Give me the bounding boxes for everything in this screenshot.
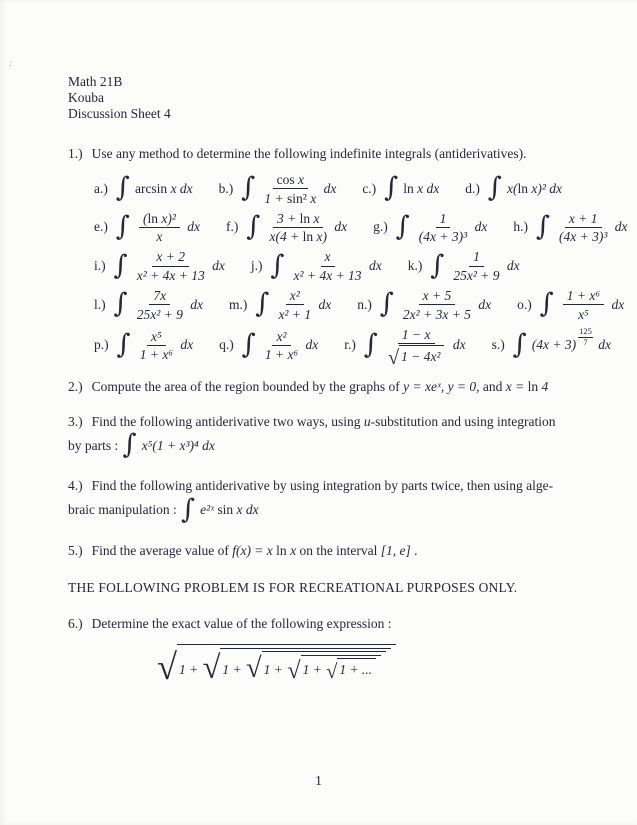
math-italic-text: 25x² + 9 xyxy=(453,268,500,283)
math-italic-text: x dx xyxy=(236,502,259,518)
integral-icon: ∫ xyxy=(255,288,270,320)
item-label: s.) xyxy=(491,337,505,353)
page-number: 1 xyxy=(315,772,322,788)
integral-icon: ∫ xyxy=(539,288,554,320)
math-italic-text: x + 2 xyxy=(156,249,186,265)
math-italic-text: dx xyxy=(208,258,225,274)
fraction xyxy=(403,288,471,322)
item-label: m.) xyxy=(228,296,248,312)
item-label: h.) xyxy=(513,219,528,235)
integral-item-q xyxy=(219,329,318,363)
math-italic-text: x(4 + xyxy=(269,229,303,245)
math-italic-text: dx xyxy=(320,180,337,196)
math-upright-text: by parts : xyxy=(68,437,122,453)
problem-1-intro xyxy=(68,146,581,162)
problem-4-label: 4.) xyxy=(68,478,83,494)
problem-6-label: 6.) xyxy=(68,615,83,631)
integral-icon: ∫ xyxy=(270,249,285,281)
math-italic-text: 25x² + 9 xyxy=(136,306,183,322)
item-label: o.) xyxy=(517,296,532,312)
problem-3-line-1 xyxy=(68,414,581,430)
math-italic-text: 1 xyxy=(439,210,447,226)
math-italic-text: 1 − x xyxy=(401,326,431,342)
math-italic-text: dx xyxy=(471,219,488,235)
math-upright-text: Find the following antiderivative by using integration by parts twice, then using alge- xyxy=(91,478,554,494)
integral-icon: ∫ xyxy=(430,249,445,281)
math-italic-text: 1 + x⁶ xyxy=(566,288,601,304)
item-label: b.) xyxy=(218,180,234,196)
item-label: e.) xyxy=(94,219,108,235)
item-expression xyxy=(363,326,466,370)
math-upright-text: sin xyxy=(217,502,237,518)
fraction-denominator xyxy=(269,228,327,245)
sheet-title: Discussion Sheet 4 xyxy=(68,105,171,121)
math-italic-text: x² + 4x + 13 xyxy=(136,268,205,283)
math-italic-text: x xyxy=(324,249,331,265)
math-italic-text: x xyxy=(297,171,304,187)
integral-item-l xyxy=(94,288,203,322)
integral-item-p xyxy=(94,329,193,363)
fraction-denominator xyxy=(265,346,298,363)
math-italic-text: dx xyxy=(474,296,492,312)
item-label: k.) xyxy=(407,258,423,274)
integral-item-c xyxy=(362,172,440,204)
math-italic-text: x = xyxy=(505,379,528,395)
fraction xyxy=(278,288,311,322)
math-italic-text: x xyxy=(290,542,297,558)
integral-icon: ∫ xyxy=(384,172,399,204)
fraction-numerator xyxy=(321,249,335,266)
square-root xyxy=(387,345,445,370)
fraction xyxy=(269,211,327,245)
item-expression xyxy=(512,326,612,360)
math-italic-text: x² + 4x + 13 xyxy=(293,268,362,283)
math-upright-text: ln xyxy=(517,180,532,196)
integral-icon: ∫ xyxy=(113,249,128,281)
fraction-numerator xyxy=(286,288,304,305)
radicand xyxy=(262,651,386,685)
radicand xyxy=(220,648,391,685)
item-expression xyxy=(115,172,193,204)
math-italic-text: 1 + x⁶ xyxy=(139,347,173,363)
integral-icon: ∫ xyxy=(246,211,261,243)
problem-5-text xyxy=(92,543,418,559)
fraction-denominator xyxy=(278,305,311,322)
problem-5 xyxy=(68,543,581,559)
integral-item-d xyxy=(465,172,563,204)
item-label: l.) xyxy=(94,296,106,312)
math-italic-text: dx xyxy=(594,337,612,353)
math-italic-text: (4x + 3)³ xyxy=(559,229,608,245)
integral-icon: ∫ xyxy=(115,172,130,204)
fraction-numerator xyxy=(147,329,166,346)
integral-row xyxy=(94,326,612,370)
math-italic-text: x dx xyxy=(417,180,440,196)
math-italic-text: x² xyxy=(276,328,287,344)
integral-row xyxy=(94,172,581,206)
item-label: p.) xyxy=(94,337,109,353)
fraction-numerator xyxy=(563,288,604,305)
fraction-denominator xyxy=(403,305,471,322)
integral-item-s xyxy=(491,326,612,360)
fraction-denominator xyxy=(137,267,205,284)
item-label: d.) xyxy=(465,180,480,196)
math-italic-text: dx xyxy=(449,337,466,353)
radical-icon: √ xyxy=(326,661,338,684)
integral-icon: ∫ xyxy=(181,493,196,525)
square-root xyxy=(287,655,381,685)
math-upright-text: -substitution and using integration xyxy=(370,414,556,430)
problem-3-label: 3.) xyxy=(68,414,83,430)
math-upright-text: sin² xyxy=(287,190,311,206)
fraction xyxy=(387,326,446,370)
fraction-numerator xyxy=(469,249,484,266)
math-upright-text: and xyxy=(479,379,506,395)
math-italic-text: 7x xyxy=(153,288,167,304)
exponent-numerator: 125 xyxy=(579,326,592,337)
math-italic-text: [1, e] xyxy=(380,542,411,558)
problem-2-text xyxy=(92,379,549,395)
integral-item-g xyxy=(373,211,487,245)
math-upright-text: Find the average value of xyxy=(91,542,233,558)
integral-item-n xyxy=(357,288,491,322)
item-expression xyxy=(254,288,331,322)
math-italic-text: dx xyxy=(365,258,382,274)
fraction xyxy=(563,288,604,322)
radical-icon: √ xyxy=(157,646,177,687)
fraction-denominator xyxy=(419,228,467,245)
math-upright-text: ln xyxy=(299,210,314,226)
math-upright-text: Determine the exact value of the following expression : xyxy=(91,615,392,631)
fraction-denominator xyxy=(137,305,183,322)
integral-item-e xyxy=(94,211,200,245)
square-root xyxy=(246,651,386,685)
integral-icon: ∫ xyxy=(395,211,410,243)
square-root xyxy=(157,644,396,687)
math-italic-text: x)² dx xyxy=(531,180,563,196)
item-expression xyxy=(539,288,625,322)
integral-item-k xyxy=(408,249,520,283)
math-italic-text: x xyxy=(156,229,163,245)
instructor-name: Kouba xyxy=(68,89,104,105)
fraction xyxy=(140,329,173,363)
integral-item-j xyxy=(251,249,382,283)
fraction xyxy=(265,329,298,363)
radicand xyxy=(399,345,444,364)
radicand xyxy=(301,655,382,684)
fraction-denominator xyxy=(578,305,589,322)
math-italic-text: 1 + ... xyxy=(339,661,373,677)
math-upright-text: braic manipulation : xyxy=(68,502,181,518)
problem-3-text-2 xyxy=(68,429,215,461)
fraction xyxy=(137,249,205,283)
item-expression xyxy=(245,211,347,245)
page-footer xyxy=(0,773,637,789)
square-root xyxy=(326,658,376,684)
math-italic-text: 4 xyxy=(541,379,549,395)
integral-row xyxy=(94,249,581,283)
problem-4-line-2 xyxy=(68,493,581,525)
integral-row xyxy=(94,210,628,245)
problem-6 xyxy=(68,615,581,687)
math-italic-text: 1 + x⁶ xyxy=(264,347,299,363)
item-expression xyxy=(487,172,563,204)
fraction xyxy=(559,211,607,245)
fraction xyxy=(137,288,183,322)
item-label: j.) xyxy=(250,258,263,274)
problem-6-line xyxy=(68,616,581,632)
math-upright-text: on the interval xyxy=(296,542,381,558)
radical-icon: √ xyxy=(246,653,262,685)
integral-icon: ∫ xyxy=(241,328,256,360)
fraction-numerator xyxy=(152,249,189,266)
fraction xyxy=(419,211,467,245)
math-italic-text: x dx xyxy=(170,180,193,196)
problem-2-line xyxy=(68,379,581,395)
math-italic-text: x⁵ xyxy=(151,328,162,344)
math-upright-text: ln xyxy=(527,379,542,395)
fraction-numerator xyxy=(419,288,456,305)
item-label: q.) xyxy=(219,337,234,353)
integral-icon: ∫ xyxy=(116,328,131,360)
integral-item-h xyxy=(513,211,627,245)
radical-icon: √ xyxy=(387,347,400,370)
problem-1 xyxy=(68,145,628,370)
exponent-denominator: 7 xyxy=(583,336,588,347)
math-upright-text: Find the following antiderivative two ways, using xyxy=(91,414,364,430)
math-italic-text: x xyxy=(313,210,320,226)
radical-icon: √ xyxy=(202,649,221,686)
item-expression xyxy=(113,288,203,322)
problem-5-label: 5.) xyxy=(68,542,83,558)
math-italic-text: x( xyxy=(506,180,518,196)
problem-3-line-2 xyxy=(68,429,581,461)
problem-6-text xyxy=(92,616,392,632)
fraction-numerator xyxy=(273,172,308,189)
item-expression xyxy=(269,249,381,283)
fraction xyxy=(453,249,499,283)
radicand xyxy=(177,644,396,686)
item-expression xyxy=(379,288,491,322)
fraction-denominator xyxy=(156,228,162,245)
integral-item-a xyxy=(94,172,193,204)
item-label: i.) xyxy=(94,258,106,274)
item-label: r.) xyxy=(344,337,356,353)
math-italic-text: dx xyxy=(177,337,194,353)
fraction xyxy=(294,249,362,283)
fraction-numerator xyxy=(398,327,435,344)
math-italic-text: x⁵ xyxy=(578,306,589,322)
item-expression xyxy=(535,211,628,245)
math-italic-text: 1 xyxy=(473,249,480,265)
item-label: f.) xyxy=(226,219,239,235)
integral-row xyxy=(94,288,625,322)
fraction xyxy=(139,211,180,245)
math-italic-text: dx xyxy=(183,219,201,235)
problem-1-text: Use any method to determine the following indefinite integrals (antiderivatives). xyxy=(91,145,527,161)
item-label: a.) xyxy=(94,180,108,196)
integral-icon: ∫ xyxy=(241,172,256,204)
integral-item-m xyxy=(229,288,331,322)
math-italic-text: x⁵(1 + x³)⁴ dx xyxy=(141,437,215,453)
math-upright-text: . xyxy=(410,542,418,558)
math-italic-text: dx xyxy=(315,296,332,312)
math-upright-text: Compute the area of the region bounded by the graphs of xyxy=(91,379,404,395)
item-expression xyxy=(383,172,440,204)
fraction xyxy=(264,172,316,206)
math-upright-text: ln xyxy=(147,210,162,226)
math-italic-text: f(x) = x xyxy=(232,542,277,558)
problem-4 xyxy=(68,478,581,523)
fraction-denominator xyxy=(387,344,446,370)
math-italic-text: x + 1 xyxy=(568,210,598,226)
item-expression xyxy=(116,329,194,363)
math-italic-text: u xyxy=(363,414,371,430)
math-italic-text: 1 − 4x² xyxy=(401,348,441,364)
math-italic-text: x)² xyxy=(161,210,176,226)
item-expression xyxy=(395,211,488,245)
math-italic-text: dx xyxy=(503,258,520,274)
item-expression xyxy=(240,172,336,206)
math-italic-text: (4x + 3) xyxy=(531,337,577,353)
radical-icon: √ xyxy=(287,657,301,685)
integral-icon: ∫ xyxy=(115,211,130,243)
integral-item-f xyxy=(226,211,347,245)
integral-item-b xyxy=(219,172,337,206)
math-italic-text: e²ˣ xyxy=(200,502,218,518)
problem-2-label: 2.) xyxy=(68,379,83,395)
integral-icon: ∫ xyxy=(535,211,551,243)
math-italic-text: x² xyxy=(289,288,300,304)
math-upright-text: ln xyxy=(276,542,291,558)
integral-grid xyxy=(68,171,628,370)
integral-icon: ∫ xyxy=(487,172,502,204)
header xyxy=(68,74,581,122)
fraction-denominator xyxy=(140,346,173,363)
math-italic-text: ( xyxy=(142,210,148,226)
recreational-heading: THE FOLLOWING PROBLEM IS FOR RECREATIONAL PURPOSES ONLY. xyxy=(68,579,518,595)
integral-item-o xyxy=(517,288,624,322)
math-italic-text: 2x² + 3x + 5 xyxy=(402,306,471,322)
problem-2 xyxy=(68,379,581,395)
problem-3-text-1 xyxy=(92,414,556,430)
radicand xyxy=(337,658,376,678)
scan-artifact: : xyxy=(7,57,13,70)
integral-icon: ∫ xyxy=(512,328,527,360)
integral-icon: ∫ xyxy=(379,288,394,320)
math-upright-text: ln xyxy=(403,180,418,196)
problem-4-line-1 xyxy=(68,478,581,494)
problem-4-text-1 xyxy=(92,478,554,494)
math-italic-text: x) xyxy=(316,229,327,245)
math-italic-text: 3 + xyxy=(276,210,300,226)
course-title: Math 21B xyxy=(68,74,123,89)
problem-3 xyxy=(68,414,581,459)
fraction-numerator xyxy=(139,211,180,228)
exponent-fraction xyxy=(578,327,593,348)
math-italic-text: dx xyxy=(302,337,319,353)
math-italic-text: 1 + xyxy=(263,661,287,677)
math-upright-text: ln xyxy=(302,229,317,245)
item-label: g.) xyxy=(373,219,388,235)
item-expression xyxy=(241,329,319,363)
item-expression xyxy=(113,249,225,283)
nested-radical-expression xyxy=(156,644,581,687)
fraction-numerator xyxy=(273,211,324,228)
math-italic-text: 1 + xyxy=(222,661,246,677)
problem-4-text-2 xyxy=(68,493,259,525)
math-italic-text: 1 + xyxy=(302,661,326,677)
math-italic-text: 1 + xyxy=(264,190,287,206)
problem-5-line xyxy=(68,543,581,559)
math-upright-text: cos xyxy=(276,171,298,187)
fraction-denominator xyxy=(294,267,362,284)
integral-item-i xyxy=(94,249,225,283)
item-label: c.) xyxy=(362,180,377,196)
item-label: n.) xyxy=(357,296,372,312)
square-root xyxy=(202,648,391,686)
fraction-denominator xyxy=(264,189,316,206)
fraction-numerator xyxy=(436,211,451,228)
math-italic-text: dx xyxy=(608,296,625,312)
integral-icon: ∫ xyxy=(363,328,378,360)
integral-item-r xyxy=(344,326,466,370)
math-upright-text: arcsin xyxy=(134,180,171,196)
math-italic-text: x xyxy=(310,190,317,206)
math-italic-text: dx xyxy=(186,296,203,312)
integral-icon: ∫ xyxy=(113,288,128,320)
math-italic-text: 1 + xyxy=(179,661,202,677)
problem-1-label: 1.) xyxy=(68,145,83,161)
math-italic-text: dx xyxy=(330,219,348,235)
fraction-denominator xyxy=(453,267,499,284)
math-italic-text: y = xeˣ, y = 0, xyxy=(403,379,480,395)
fraction-denominator xyxy=(559,228,607,245)
math-italic-text: x² + 1 xyxy=(278,306,312,322)
fraction-numerator xyxy=(565,211,602,228)
fraction-numerator xyxy=(272,329,290,346)
item-expression xyxy=(429,249,519,283)
item-expression xyxy=(115,211,200,245)
math-italic-text: x + 5 xyxy=(422,288,452,304)
fraction-numerator xyxy=(149,288,170,305)
math-italic-text: dx xyxy=(611,219,628,235)
math-italic-text: (4x + 3)³ xyxy=(418,229,468,245)
integral-icon: ∫ xyxy=(122,429,137,461)
